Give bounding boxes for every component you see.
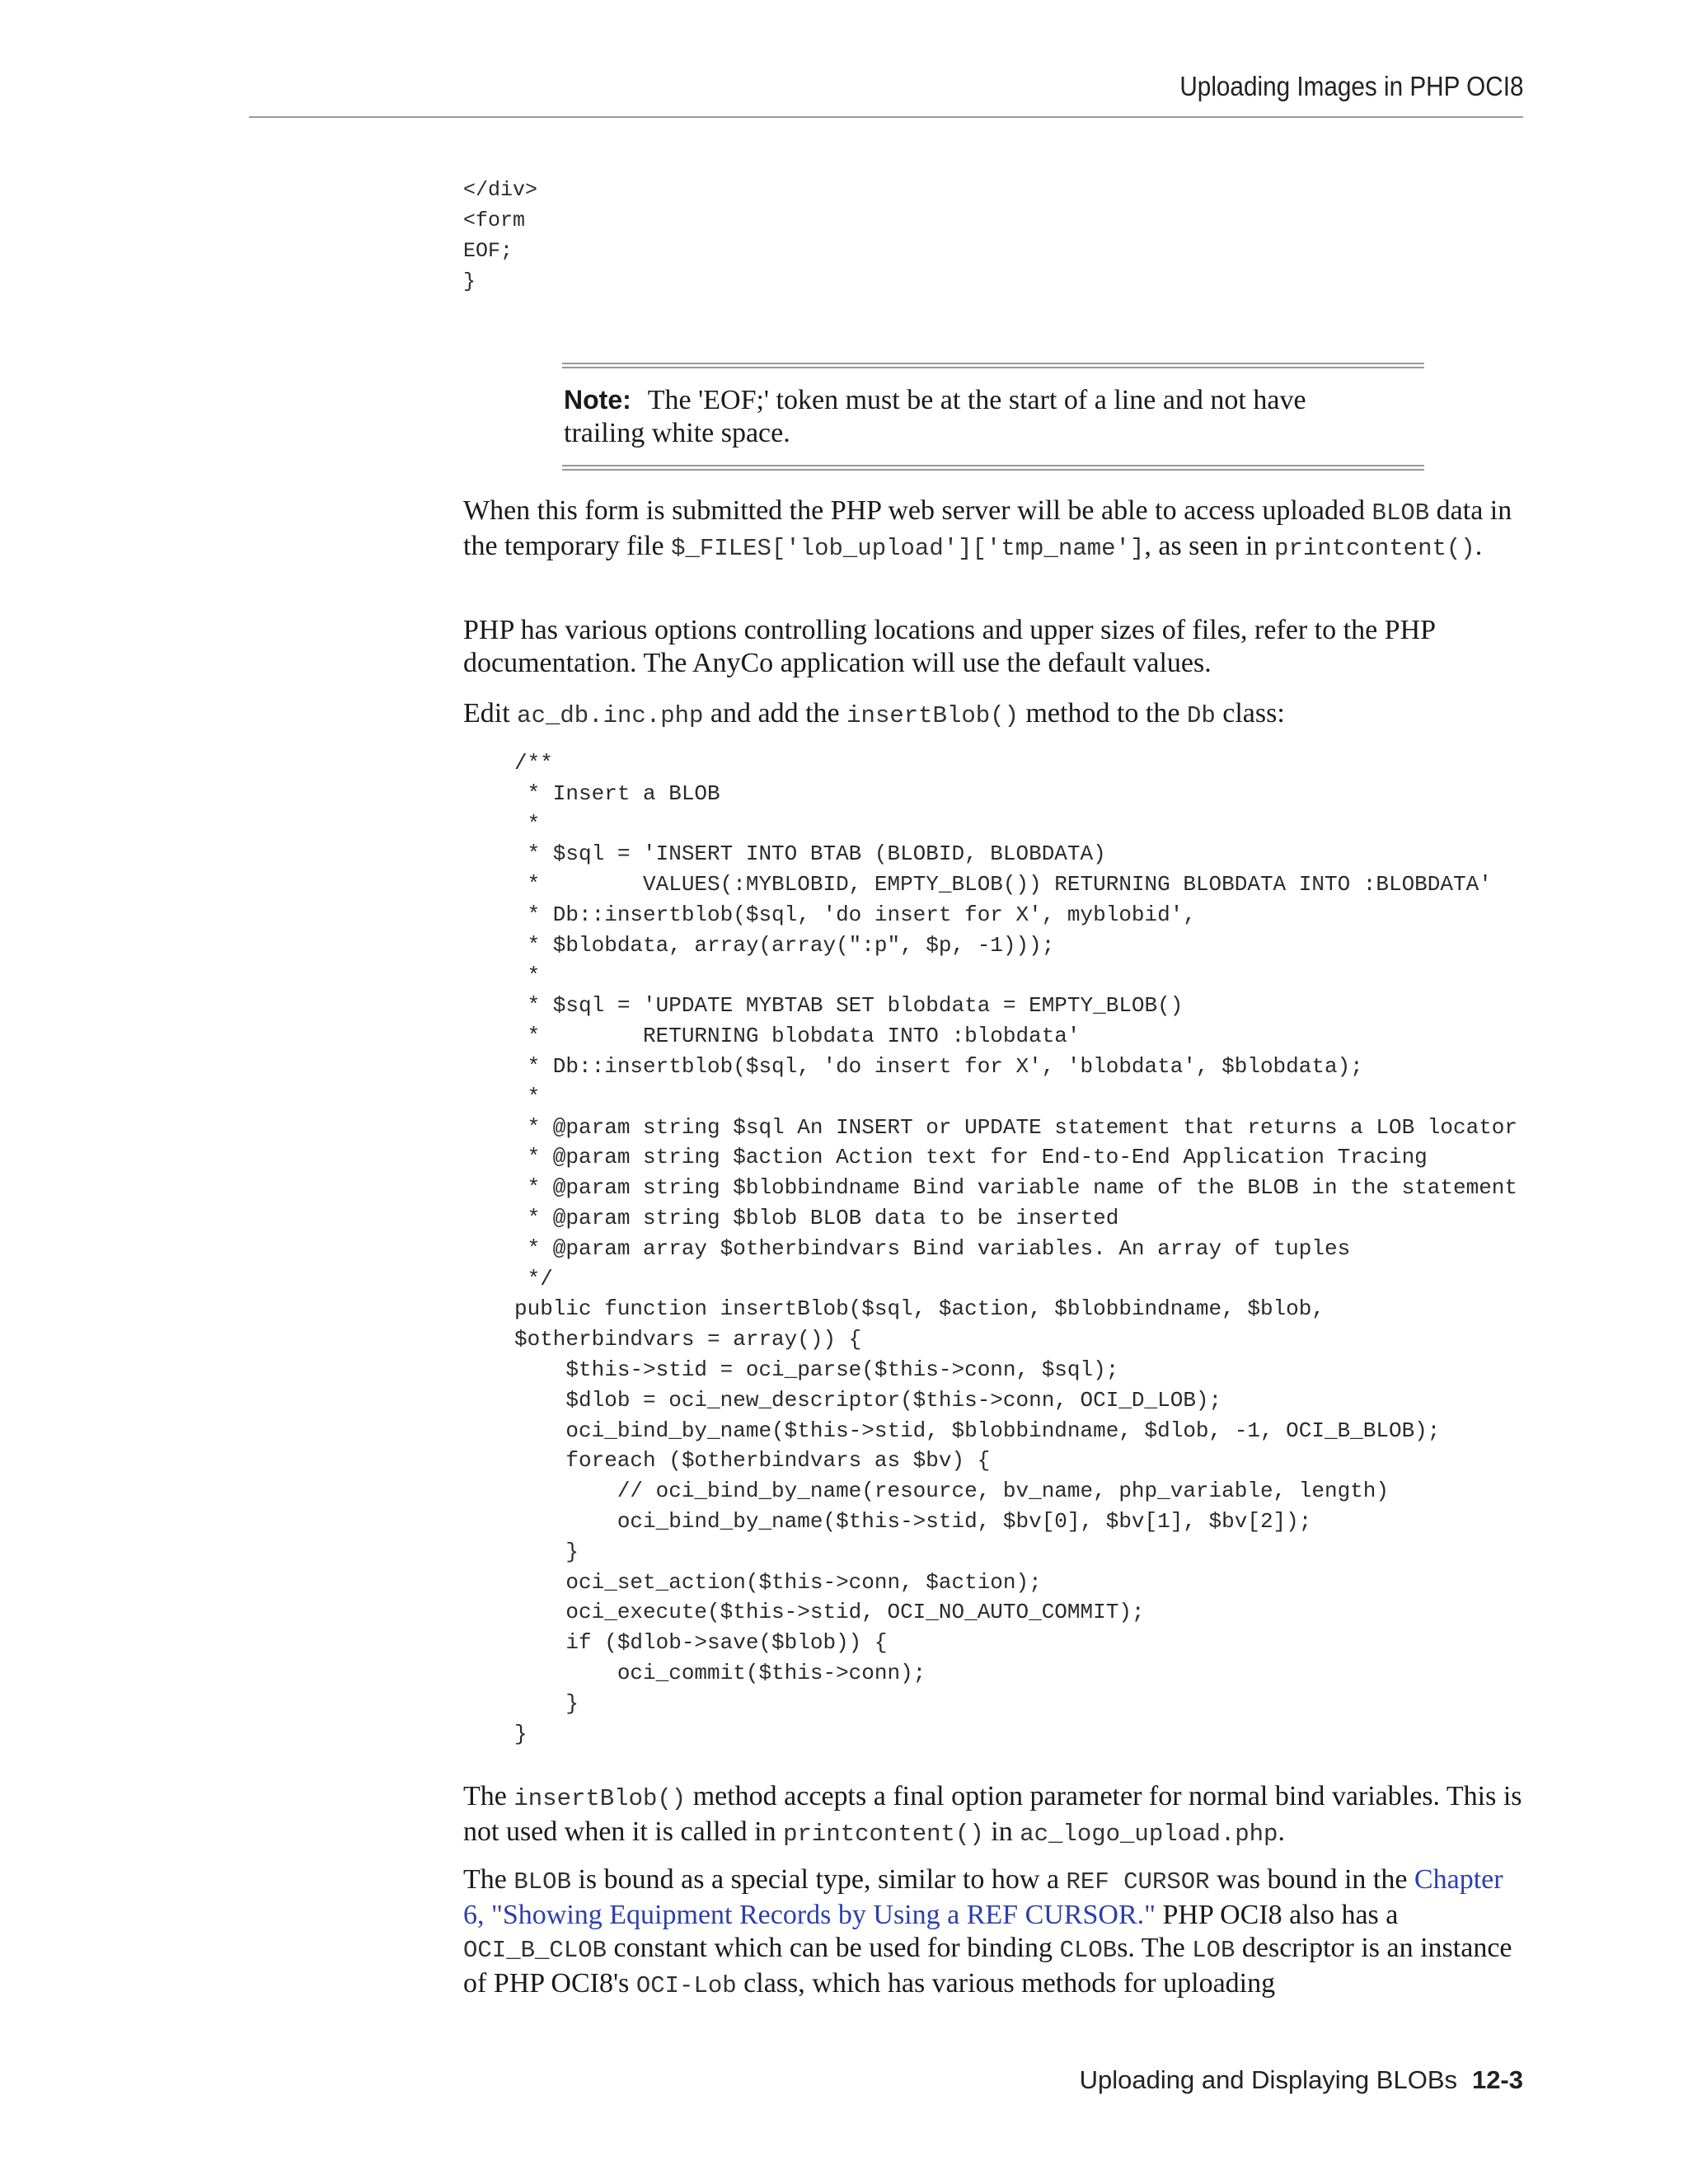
p4-code-insertblob: insertBlob()	[513, 1785, 687, 1812]
code-block-top: </div> <form EOF; }	[463, 178, 538, 293]
p3-text-2: and add the	[703, 698, 847, 729]
paragraph-blob-binding	[463, 1863, 1526, 2003]
p4-text-4: .	[1278, 1816, 1285, 1847]
p5-text-2: is bound as a special type, similar to how a	[570, 1864, 1067, 1895]
note-bottom-rule	[562, 465, 1424, 471]
note-top-rule	[562, 363, 1424, 368]
p4-code-printcontent: printcontent()	[783, 1821, 984, 1848]
p5-code-clob: CLOB	[1059, 1937, 1118, 1964]
p4-text-3: in	[983, 1816, 1020, 1847]
p5-code-lob: LOB	[1192, 1937, 1236, 1964]
p5-text-3: was bound in the	[1209, 1864, 1414, 1895]
note-label: Note:	[564, 385, 631, 415]
p5-code-oci-lob: OCI-Lob	[635, 1972, 737, 1999]
note-text-line1: The 'EOF;' token must be at the start of a line and not have	[647, 385, 1306, 415]
p3-text-4: class:	[1215, 698, 1285, 729]
p5-text-7: descriptor is an instance of PHP OCI8's	[463, 1933, 1512, 1999]
paragraph-php-options: PHP has various options controlling locations and upper sizes of files, refer to the PHP documentation. The AnyCo application will use the default values.	[463, 615, 1435, 678]
p5-code-ref-cursor: REF CURSOR	[1066, 1868, 1210, 1896]
p1-text-4: .	[1475, 531, 1483, 561]
p1-text-1: When this form is submitted the PHP web server will be able to access uploaded	[463, 495, 1372, 526]
paragraph-form-submit	[463, 494, 1526, 565]
p4-code-filename: ac_logo_upload.php	[1020, 1821, 1278, 1848]
p5-code-blob: BLOB	[513, 1868, 571, 1896]
p1-text-2: data in the temporary file	[463, 495, 1512, 561]
p5-text-6: s. The	[1117, 1933, 1193, 1963]
p5-text-8: class, which has various methods for uploading	[736, 1968, 1276, 1999]
p3-text-3: method to the	[1018, 698, 1187, 729]
header-rule	[249, 116, 1523, 118]
p1-code-files: $_FILES['lob_upload']['tmp_name']	[671, 535, 1145, 562]
p1-code-blob: BLOB	[1372, 499, 1430, 527]
footer-page-number: 12-3	[1471, 2065, 1523, 2094]
chapter-6-link[interactable]: Chapter 6, "Showing Equipment Records by Using a REF CURSOR."	[463, 1864, 1503, 1930]
p5-text-5: constant which can be used for binding	[607, 1933, 1060, 1963]
p3-code-insertblob: insertBlob()	[846, 702, 1019, 729]
p4-text-2: method accepts a final option parameter for normal bind variables. This is not used when it is called in	[463, 1781, 1522, 1847]
p3-code-db: Db	[1186, 702, 1216, 729]
p5-text-1: The	[463, 1864, 514, 1895]
p4-text-1: The	[463, 1781, 514, 1811]
note-body	[562, 368, 1424, 465]
p1-text-3: , as seen in	[1144, 531, 1275, 561]
paragraph-insertblob-desc	[463, 1780, 1526, 1851]
p5-text-4: PHP OCI8 also has a	[1156, 1900, 1399, 1930]
note-box	[562, 363, 1424, 471]
p3-text-1: Edit	[463, 698, 518, 729]
code-block-insertblob: /** * Insert a BLOB * * $sql = 'INSERT INTO BTAB (BLOBID, BLOBDATA) * VALUES(:MYBLOBID, EMPTY_BLOB()) RETURNING BLOBDATA INTO :BLOBDATA' * Db::insertblob($sql, 'do insert for X', myblobid', * $blobdata, array(array(":p", $p, -1))); * * $sql = 'UPDATE MYBTAB SET blobdata = EMPTY_BLOB() * RETURNING blobdata INTO :blobdata' * Db::insertblob($sql, 'do insert for X', 'blobdata', $blobdata); * * @param string $sql An INSERT or UPDATE statement that returns a LOB locator * @param string $action Action text for End-to-End Application Tracing * @param string $blobbindname Bind variable name of the BLOB in the statement * @param string $blob BLOB data to be inserted * @param array $otherbindvars Bind variables. An array of tuples */ public function insertBlob($sql, $action, $blobbindname, $blob, $otherbindvars = array()) { $this->stid = oci_parse($this->conn, $sql); $dlob = oci_new_descriptor($this->conn, OCI_D_LOB); oci_bind_by_name($this->stid, $blobbindname, $dlob, -1, OCI_B_BLOB); foreach ($otherbindvars as $bv) { // oci_bind_by_name(resource, bv_name, php_variable, length) oci_bind_by_name($this->stid, $bv[0], $bv[1], $bv[2]); } oci_set_action($this->conn, $action); oci_execute($this->stid, OCI_NO_AUTO_COMMIT); if ($dlob->save($blob)) { oci_commit($this->conn); } }	[514, 751, 1517, 1746]
p5-code-oci-b-clob: OCI_B_CLOB	[463, 1937, 607, 1964]
footer-title: Uploading and Displaying BLOBs	[1079, 2065, 1457, 2094]
paragraph-edit-file	[463, 697, 1526, 733]
note-text-line2: trailing white space.	[564, 418, 790, 448]
p1-code-printcontent: printcontent()	[1274, 535, 1475, 562]
running-header: Uploading Images in PHP OCI8	[1179, 71, 1523, 101]
p3-code-filename: ac_db.inc.php	[517, 702, 704, 729]
